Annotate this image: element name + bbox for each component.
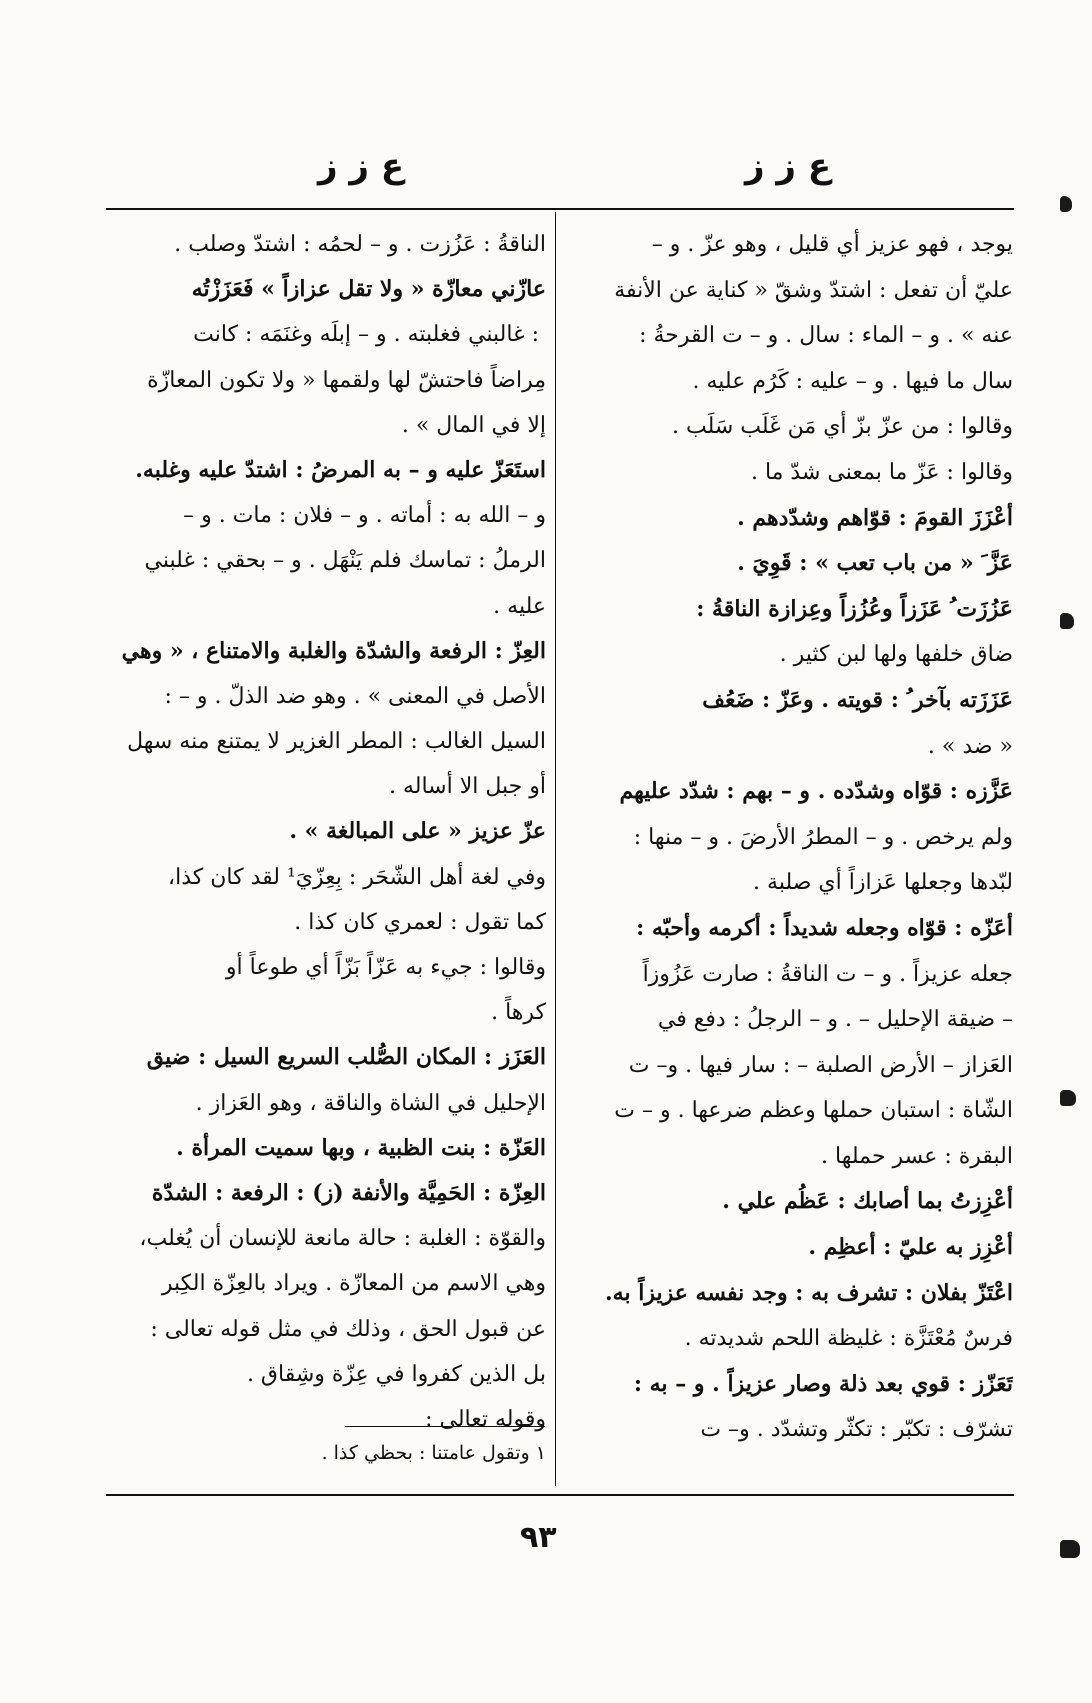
left-column bbox=[114, 222, 546, 1442]
entry-line: البقرة : عسر حملها . bbox=[821, 1143, 1013, 1169]
entry-line: « ضد » . bbox=[927, 733, 1013, 759]
entry-line: يوجد ، فهو عزيز أي قليل ، وهو عزّ . و – bbox=[651, 232, 1013, 257]
entry-line: وقالوا : من عزّ بزّ أي مَن غَلَب سَلَب . bbox=[672, 414, 1013, 440]
entry-line: و – الله به : أماته . و – فلان : مات . و – bbox=[183, 503, 546, 529]
entry-line: عَزَّزه : قوّاه وشدّده . و – بهم : شدّد عليهم bbox=[619, 778, 1013, 805]
entry-line: الشّاة : استبان حملها وعظم ضرعها . و – ت bbox=[614, 1098, 1013, 1124]
entry-line: استَعَزّ عليه و – به المرضُ : اشتدّ عليه وغلبه. bbox=[135, 456, 546, 483]
entry-line: إلا في المال » . bbox=[401, 412, 546, 438]
entry-line: العِزّة : الحَمِيَّة والأنفة (ز) : الرفعة : الشدّة bbox=[151, 1179, 546, 1206]
footnote: ١ وتقول عامتنا : بحظي كذا . bbox=[321, 1442, 546, 1464]
right-column bbox=[568, 222, 1013, 1453]
entry-line: عزّ عزيز « على المبالغة » . bbox=[289, 818, 546, 845]
entry-line: وقالوا : عَزّ ما بمعنى شدّ ما . bbox=[750, 459, 1013, 485]
entry-line: بل الذين كفروا في عِزّة وشِقاق . bbox=[246, 1361, 546, 1387]
entry-line: العَزاز – الأرض الصلبة – : سار فيها . و– ت bbox=[628, 1052, 1013, 1078]
entry-line: الأصل في المعنى » . وهو ضد الذلّ . و – : bbox=[164, 683, 546, 709]
entry-line: عنه » . و – الماء : سال . و – ت القرحةُ : bbox=[639, 323, 1013, 349]
entry-line: وفي لغة أهل الشّحَر : بِعِزّيَ¹ لقد كان كذا، bbox=[168, 864, 546, 890]
thumb-index-mark bbox=[1060, 1540, 1080, 1558]
entry-line: وقالوا : جيء به عَزّاً بَزّاً أي طوعاً أو bbox=[225, 955, 546, 980]
entry-line: أو جبل الا أساله . bbox=[388, 774, 546, 800]
entry-line: ُ : غالبني فغلبته . و – إبلَه وغنَمَه : كانت bbox=[193, 322, 546, 348]
thumb-index-mark bbox=[1060, 196, 1072, 212]
entry-line: ولم يرخص . و – المطرُ الأرضَ . و – منها : bbox=[633, 824, 1013, 850]
column-divider bbox=[555, 212, 556, 1486]
entry-line: كما تقول : لعمري كان كذا . bbox=[294, 909, 546, 935]
entry-line: ضاق خلفها ولها لبن كثير . bbox=[779, 642, 1013, 668]
entry-line: وهي الاسم من المعازّة . ويراد بالعِزّة الكِبر bbox=[161, 1271, 546, 1297]
entry-line: عَزُزَت ُ عَزَزاً وعُزُزاً وعِزازة الناقةُ : bbox=[696, 595, 1013, 622]
entry-line: عَزَزَته بآخر ُ : قويته . وعَزّ : ضَعُف bbox=[702, 686, 1013, 713]
entry-line: تَعَزّز : قوي بعد ذلة وصار عزيزاً . و – به : bbox=[633, 1370, 1013, 1397]
entry-line: تشرّف : تكبّر : تكثّر وتشدّد . و– ت bbox=[700, 1417, 1013, 1443]
page-header-right: ع ز ز bbox=[745, 146, 832, 186]
entry-line: الرملُ : تماسك فلم يَنْهَل . و – بحقي : غلبني bbox=[144, 548, 546, 574]
top-rule bbox=[106, 208, 1014, 210]
entry-line: والقوّة : الغلبة : حالة مانعة للإنسان أن يُغلب، bbox=[139, 1226, 546, 1252]
bottom-rule bbox=[106, 1494, 1014, 1496]
entry-line: جعله عزيزاً . و – ت الناقةُ : صارت عَزُوزاً bbox=[642, 961, 1013, 987]
entry-line: عن قبول الحق ، وذلك في مثل قوله تعالى : bbox=[150, 1316, 546, 1342]
entry-line: العَزَز : المكان الصُّلب السريع السيل : ضيق bbox=[146, 1044, 546, 1071]
entry-line: كرهاً . bbox=[491, 1000, 546, 1026]
thumb-index-mark bbox=[1060, 1090, 1076, 1106]
entry-line: مِراضاً فاحتشّ لها ولقمها « ولا تكون المعازّة bbox=[147, 367, 546, 393]
entry-line: فرسٌ مُعْتَزَّة : غليظة اللحم شديدته . bbox=[684, 1326, 1013, 1352]
entry-line: عَزَّ َ « من باب تعب » : قَوِيَ . bbox=[737, 550, 1013, 577]
entry-line: أعْزِز به عليّ : أعظِم . bbox=[808, 1234, 1013, 1261]
entry-line: عليه . bbox=[493, 593, 546, 619]
entry-line: اعْتَزّ بفلان : تشرف به : وجد نفسه عزيزاً به. bbox=[605, 1279, 1013, 1306]
entry-line: عازّني معازّة « ولا تقل عزازاً » فَعَزَزْتُه bbox=[191, 276, 546, 303]
page-header-left: ع ز ز bbox=[318, 146, 405, 186]
entry-line: الناقةُ : عَزُزت . و – لحمُه : اشتدّ وصلب . bbox=[174, 232, 546, 257]
entry-line: – ضيقة الإحليل – . و – الرجلُ : دفع في bbox=[657, 1007, 1013, 1033]
footnote-rule bbox=[345, 1426, 545, 1427]
entry-line: العِزّ : الرفعة والشدّة والغلبة والامتناع ، « وهي bbox=[121, 637, 546, 664]
thumb-index-mark bbox=[1060, 613, 1074, 629]
entry-line: الإحليل في الشاة والناقة ، وهو العَزاز . bbox=[195, 1090, 546, 1116]
entry-line: لبّدها وجعلها عَزازاً أي صلبة . bbox=[753, 870, 1013, 896]
page-number: ٩٣ bbox=[520, 1520, 557, 1555]
entry-line: وقوله تعالى : bbox=[425, 1406, 546, 1432]
entry-line: أعْزِزتُ بما أصابك : عَظُم علي . bbox=[722, 1188, 1013, 1215]
entry-line: سال ما فيها . و – عليه : كَرُم عليه . bbox=[692, 368, 1013, 394]
entry-line: أعْزَزَ القومَ : قوّاهم وشدّدهم . bbox=[737, 504, 1013, 531]
entry-line: عليّ أن تفعل : اشتدّ وشقّ « كناية عن الأنفة bbox=[614, 277, 1013, 303]
entry-line: أعَزّه : قوّاه وجعله شديداً : أكرمه وأحبّه : bbox=[636, 914, 1013, 941]
entry-line: السيل الغالب : المطر الغزير لا يمتنع منه سهل bbox=[127, 729, 546, 755]
entry-line: العَزّة : بنت الظبية ، وبها سميت المرأة . bbox=[176, 1134, 546, 1161]
